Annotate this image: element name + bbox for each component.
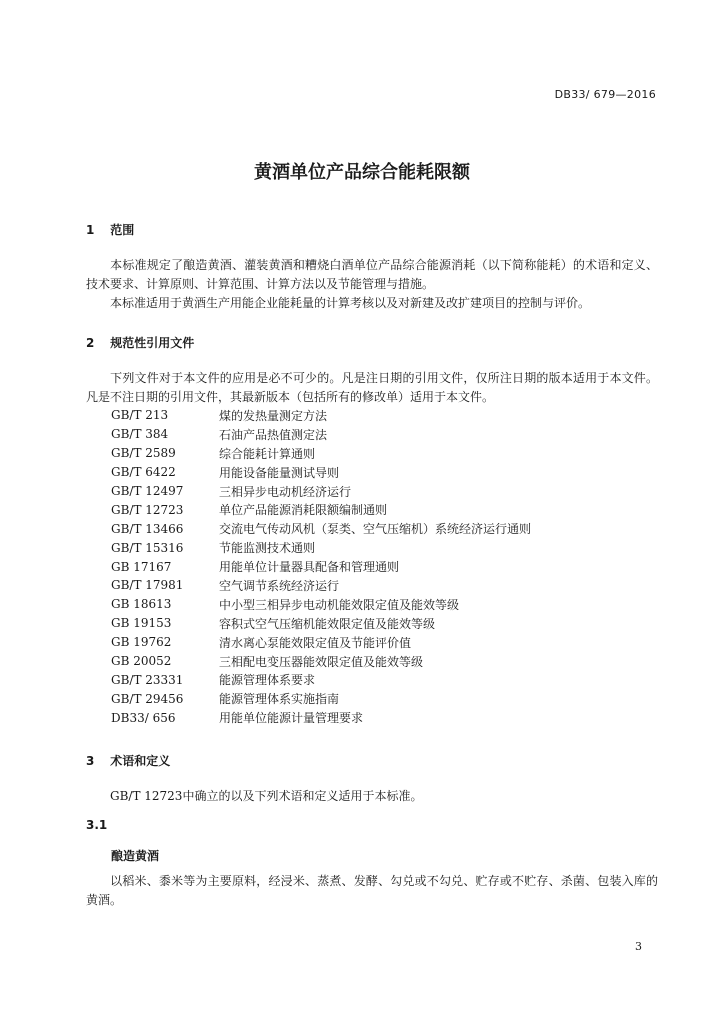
reference-name: 单位产品能源消耗限额编制通则 (219, 503, 388, 518)
reference-name: 清水离心泵能效限定值及节能评价值 (219, 635, 412, 650)
reference-row (111, 595, 671, 614)
scope-paragraph-1: 本标准规定了酿造黄酒、灌装黄酒和糟烧白酒单位产品综合能源消耗（以下简称能耗）的术语和定义、技术要求、计算原则、计算范围、计算方法以及节能管理与措施。 (86, 258, 658, 291)
section-title: 规范性引用文件 (110, 336, 195, 350)
reference-code: GB/T 2589 (111, 446, 176, 461)
reference-name: 能源管理体系实施指南 (219, 692, 340, 707)
reference-row (111, 463, 671, 482)
reference-list (111, 406, 671, 727)
reference-row (111, 633, 671, 652)
section-title: 范围 (110, 223, 135, 237)
reference-row (111, 614, 671, 633)
terms-intro: GB/T 12723中确立的以及下列术语和定义适用于本标准。 (110, 789, 423, 803)
section-heading-scope (86, 221, 134, 238)
section-number: 1 (86, 223, 95, 237)
reference-row (111, 652, 671, 671)
section-number: 2 (86, 336, 95, 350)
reference-code: GB/T 15316 (111, 540, 184, 555)
reference-code: GB/T 23331 (111, 672, 184, 687)
reference-code: GB/T 384 (111, 427, 169, 442)
reference-row (111, 444, 671, 463)
reference-row (111, 557, 671, 576)
reference-row (111, 519, 671, 538)
reference-name: 石油产品热值测定法 (219, 427, 328, 442)
document-code: DB33/ 679—2016 (554, 88, 656, 101)
reference-name: 用能设备能量测试导则 (219, 465, 340, 480)
reference-row (111, 576, 671, 595)
reference-row (111, 670, 671, 689)
reference-row (111, 406, 671, 425)
reference-code: GB/T 29456 (111, 691, 184, 706)
reference-row (111, 425, 671, 444)
reference-row (111, 708, 671, 727)
reference-row (111, 538, 671, 557)
section-heading-terms-definitions (86, 752, 170, 769)
subsection-number: 3.1 (86, 818, 108, 832)
reference-name: 能源管理体系要求 (219, 673, 316, 688)
section-number: 3 (86, 754, 95, 768)
term-name: 酿造黄酒 (111, 849, 160, 863)
references-intro: 下列文件对于本文件的应用是必不可少的。凡是注日期的引用文件，仅所注日期的版本适用于本文件。凡是不注日期的引用文件，其最新版本（包括所有的修改单）适用于本文件。 (86, 371, 658, 404)
reference-code: GB 17167 (111, 559, 172, 574)
scope-paragraph-2: 本标准适用于黄酒生产用能企业能耗量的计算考核以及对新建及改扩建项目的控制与评价。 (110, 296, 591, 310)
reference-name: 节能监测技术通则 (219, 541, 316, 556)
reference-name: 容积式空气压缩机能效限定值及能效等级 (219, 616, 436, 631)
reference-code: GB/T 13466 (111, 521, 184, 536)
reference-name: 煤的发热量测定方法 (219, 408, 328, 423)
reference-name: 三相配电变压器能效限定值及能效等级 (219, 654, 424, 669)
reference-code: GB 19762 (111, 635, 172, 650)
reference-name: 用能单位能源计量管理要求 (219, 711, 364, 726)
reference-code: GB 18613 (111, 597, 172, 612)
reference-code: DB33/ 656 (111, 710, 176, 725)
reference-code: GB/T 12723 (111, 502, 184, 517)
reference-row (111, 689, 671, 708)
reference-code: GB/T 213 (111, 408, 169, 423)
reference-name: 空气调节系统经济运行 (219, 578, 340, 593)
reference-code: GB/T 6422 (111, 465, 176, 480)
reference-row (111, 500, 671, 519)
section-title: 术语和定义 (110, 754, 171, 768)
reference-name: 中小型三相异步电动机能效限定值及能效等级 (219, 597, 460, 612)
reference-code: GB/T 17981 (111, 578, 184, 593)
term-definition: 以稻米、黍米等为主要原料，经浸米、蒸煮、发酵、勾兑或不勾兑、贮存或不贮存、杀菌、包装入库的黄酒。 (86, 874, 658, 907)
section-heading-normative-references (86, 334, 194, 351)
reference-name: 交流电气传动风机（泵类、空气压缩机）系统经济运行通则 (219, 522, 532, 537)
reference-code: GB 20052 (111, 654, 172, 669)
reference-name: 三相异步电动机经济运行 (219, 484, 352, 499)
reference-name: 综合能耗计算通则 (219, 446, 316, 461)
reference-name: 用能单位计量器具配备和管理通则 (219, 560, 400, 575)
document-title: 黄酒单位产品综合能耗限额 (254, 162, 470, 183)
reference-code: GB 19153 (111, 616, 172, 631)
reference-row (111, 482, 671, 501)
page-number: 3 (635, 940, 642, 953)
reference-code: GB/T 12497 (111, 484, 184, 498)
